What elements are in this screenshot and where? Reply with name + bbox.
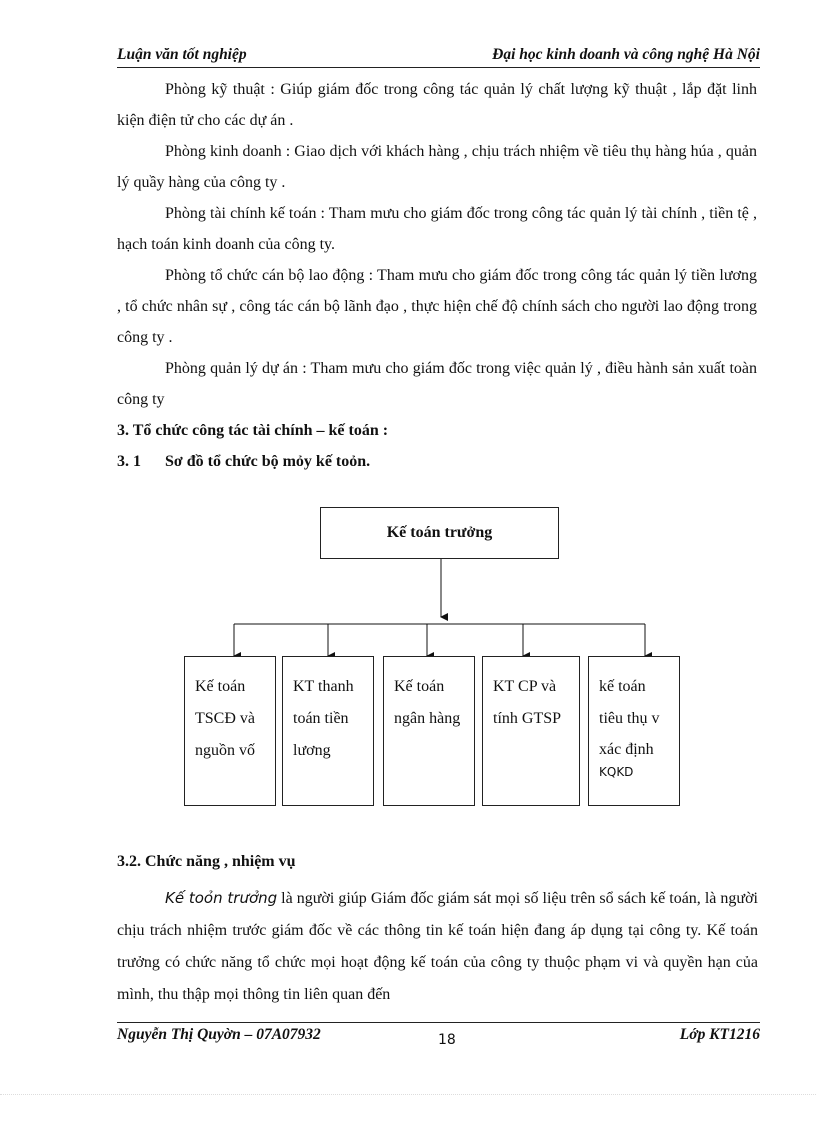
heading-section-3: 3. Tổ chức công tác tài chính – kế toán :: [117, 422, 389, 439]
italic-term: Kế toỏn trưởng: [165, 889, 278, 907]
org-child-line: TSCĐ và: [195, 710, 255, 727]
org-child-line: kế toán: [599, 678, 646, 695]
paragraph-rest: là người giúp Giám đốc giám sát mọi số liệu trên sổ sách kế toán, là người chịu trách nhiệm trước giám đốc về các thông tin kế toán hiện đang áp dụng tại công ty. Kế toán trưởng có chức năng tổ chức mọi hoạt động kế toán của công ty thuộc phạm vi và quyền hạn của mình, thu thập mọi thông tin liên quan đến: [117, 890, 758, 1003]
org-child-chi-phi: [482, 656, 580, 806]
org-root-box: [320, 507, 559, 559]
body-text: [117, 74, 757, 477]
header-rule: [117, 67, 760, 68]
org-child-line: tiêu thụ v: [599, 710, 660, 727]
org-child-ngan-hang: [383, 656, 475, 806]
footer-class: Lớp KT1216: [679, 1026, 760, 1043]
footer-author: Nguyễn Thị Quyờn – 07A07932: [117, 1026, 321, 1043]
heading-text: Sơ đồ tổ chức bộ mỏy kế toỏn.: [165, 453, 371, 470]
paragraph-tai-chinh: Phòng tài chính kế toán : Tham mưu cho giám đốc trong công tác quản lý tài chính , tiền tệ , hạch toán kinh doanh của công ty.: [117, 205, 757, 253]
paragraph-quan-ly-du-an: Phòng quản lý dự án : Tham mưu cho giám đốc trong việc quản lý , điều hành sản xuất toàn công ty: [117, 360, 757, 408]
org-child-line: tính GTSP: [493, 710, 562, 727]
org-child-line: ngân hàng: [394, 710, 461, 727]
org-child-line: toán tiền: [293, 710, 349, 727]
org-child-thanh-toan: [282, 656, 374, 806]
heading-section-3-2: 3.2. Chức năng , nhiệm vụ: [117, 853, 296, 870]
org-root-label: Kế toán trưởng: [386, 524, 493, 541]
org-child-line: Kế toán: [195, 678, 246, 695]
page-number: 18: [438, 1032, 456, 1048]
org-child-tscd: [184, 656, 276, 806]
heading-section-3-1: [117, 446, 757, 477]
paragraph-to-chuc: Phòng tổ chức cán bộ lao động : Tham mưu cho giám đốc trong công tác quản lý tiền lương , tổ chức nhân sự , công tác cán bộ lãnh đạo , thực hiện chế độ chính sách cho người lao động trong công ty .: [117, 267, 757, 346]
paragraph-ke-toan-truong: [117, 882, 758, 1011]
section-3-2: [117, 846, 758, 1011]
heading-number: 3. 1: [117, 453, 141, 470]
header-right: Đại học kinh doanh và công nghệ Hà Nội: [492, 46, 760, 63]
paragraph-kinh-doanh: Phòng kinh doanh : Giao dịch với khách hàng , chịu trách nhiệm về tiêu thụ hàng húa , quản lý quầy hàng của công ty .: [117, 143, 757, 191]
page-footer: [117, 1026, 760, 1050]
page-edge-line: [0, 1094, 816, 1095]
org-child-line: KT thanh: [293, 678, 354, 695]
org-child-line: xác định: [599, 741, 654, 758]
org-child-line: lương: [293, 742, 331, 759]
header-left: Luận văn tốt nghiệp: [117, 46, 247, 63]
page-header: [117, 46, 760, 68]
paragraph-ky-thuat: Phòng kỹ thuật : Giúp giám đốc trong công tác quản lý chất lượng kỹ thuật , lắp đặt linh kiện điện tử cho các dự án .: [117, 81, 757, 129]
org-child-line: Kế toán: [394, 678, 445, 695]
footer-rule: [117, 1022, 760, 1023]
org-child-tieu-thu: [588, 656, 680, 806]
org-child-small-label: KQKD: [599, 765, 634, 779]
org-child-line: KT CP và: [493, 678, 557, 695]
org-child-line: nguồn vố: [195, 742, 255, 759]
